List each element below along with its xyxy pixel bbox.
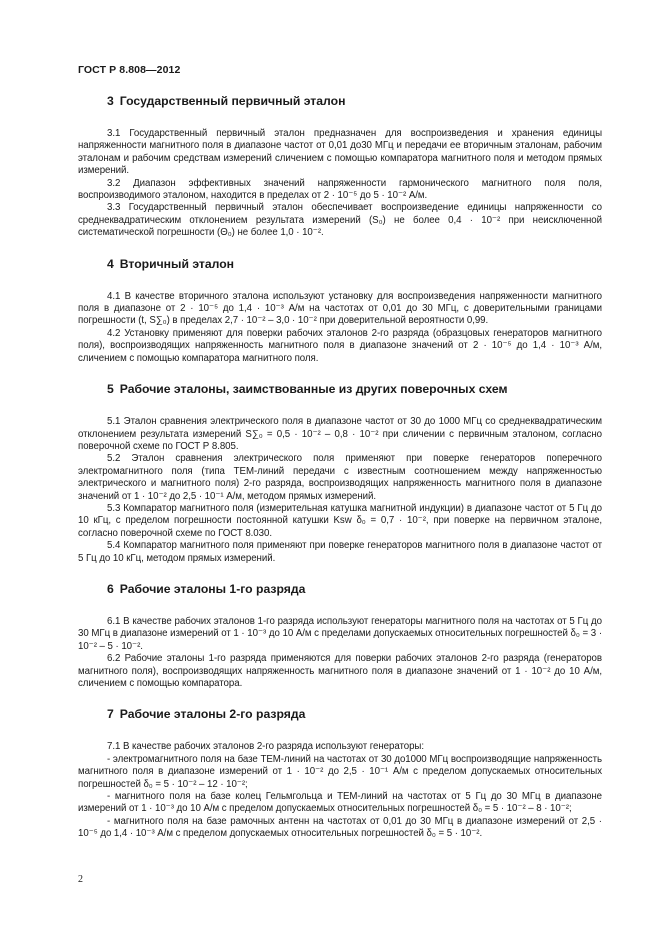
section-body [78, 616, 602, 690]
section-title: Рабочие эталоны, заимствованные из других поверочных схем [119, 382, 508, 397]
list-item: - электромагнитного поля на базе ТЕМ-линий на частотах от 30 до1000 МГц воспроизводящие напряженность магнитного поля в диапазоне измерений от 1 · 10⁻² до 2,5 · 10⁻¹ А/м с пределом допускаемых относительных погрешностей δ₀ = 5 · 10⁻² – 12 · 10⁻²; [78, 753, 602, 790]
paragraph: 5.4 Компаратор магнитного поля применяют при поверке генераторов магнитного поля в диапазоне частот от 5 Гц до 10 кГц, методом прямых измерений. [78, 540, 602, 564]
paragraph: 7.1 В качестве рабочих эталонов 2-го разряда используют генераторы: [107, 741, 424, 753]
list-item: - магнитного поля на базе рамочных антенн на частотах от 0,01 до 30 МГц в диапазоне измерений от 2,5 · 10⁻⁵ до 1,4 · 10⁻³ А/м с пределом допускаемых относительных погрешностей δ₀ = 5 · 10⁻². [78, 815, 602, 840]
paragraph: 3.2 Диапазон эффективных значений напряженности гармонического магнитного поля поля, воспроизводимого эталоном, находится в пределах от 2 · 10⁻⁵ до 5 · 10⁻² А/м. [78, 177, 602, 202]
section-body [78, 128, 602, 240]
list-item: - магнитного поля на базе колец Гельмгольца и ТЕМ-линий на частотах от 5 Гц до 30 МГц в диапазоне измерений от 1 · 10⁻³ до 10 А/м с пределом допускаемых относительных погрешностей δ₀ = 5 · 10⁻² – 8 · 10⁻²; [78, 791, 602, 815]
section-7 [78, 707, 602, 840]
section-body [78, 741, 602, 840]
paragraph: 5.2 Эталон сравнения электрического поля применяют при поверке генераторов поперечного электромагнитного поля (типа ТЕМ-линий передачи с известным соотношением между напряженностью электрического и магнитного поля) 2-го разряда, воспроизводящих напряженность магнитного поля в диапазоне значений от 1 · 10⁻² до 2,5 · 10⁻¹ А/м, методом прямых измерений. [78, 453, 602, 502]
section-title: Рабочие эталоны 2-го разряда [119, 707, 306, 722]
section-5 [78, 382, 602, 565]
section-title: Вторичный эталон [119, 256, 235, 271]
paragraph: 6.1 В качестве рабочих эталонов 1-го разряда используют генераторы магнитного поля на частотах от 5 Гц до 30 МГц в диапазоне измерений от 1 · 10⁻³ до 10 А/м с пределами допускаемых относительных погрешностей δ₀ = 3 · 10⁻² – 5 · 10⁻². [78, 615, 602, 652]
section-heading [78, 707, 602, 722]
section-3 [78, 94, 602, 240]
section-number: 4 [107, 256, 114, 271]
paragraph: 3.3 Государственный первичный эталон обеспечивает воспроизведение единицы напряженности со среднеквадратическим отклонением результата измерений (S₀) не более 0,4 · 10⁻² при неисключенной систематической погрешности (Θ₀) не более 1,0 · 10⁻². [78, 202, 602, 239]
paragraph: 5.3 Компаратор магнитного поля (измерительная катушка магнитной индукции) в диапазоне частот от 5 Гц до 10 кГц, с пределом погрешности постоянной катушки Ksw δ₀ = 0,7 · 10⁻², при поверке на первичном эталоне, согласно поверочной схеме по ГОСТ 8.030. [78, 502, 602, 539]
section-number: 5 [107, 382, 114, 397]
section-number: 6 [107, 581, 114, 596]
page-number: 2 [78, 874, 83, 885]
section-heading [78, 382, 602, 397]
paragraph: 5.1 Эталон сравнения электрического поля в диапазоне частот от 30 до 1000 МГц со среднеквадратическим отклонением результата измерений S∑₀ = 0,5 · 10⁻² – 0,8 · 10⁻² при сличении с первичным эталоном, согласно поверочной схеме по ГОСТ Р 8.805. [78, 416, 602, 452]
section-number: 7 [107, 707, 114, 722]
document-body [78, 80, 602, 841]
paragraph: 3.1 Государственный первичный эталон предназначен для воспроизведения и хранения единицы напряженности магнитного поля в диапазоне частот от 0,01 до30 МГц и передачи ее вторичным эталонам, рабочим эталонам и рабочим средствам измерений сличением с помощью компаратора магнитного поля и методом прямых измерений. [78, 128, 602, 177]
paragraph: 4.1 В качестве вторичного эталона используют установку для воспроизведения напряженности магнитного поля в диапазоне от 2 · 10⁻⁵ до 1,4 · 10⁻³ А/м на частотах от 0,01 до 30 МГц, с доверительными границами погрешности (t, S∑₀) в пределах 2,7 · 10⁻² – 3,0 · 10⁻² при доверительной вероятности 0,99. [78, 290, 602, 327]
section-heading [78, 582, 602, 597]
section-6 [78, 582, 602, 690]
paragraph: 6.2 Рабочие эталоны 1-го разряда применяются для поверки рабочих эталонов 2-го разряда (генераторов магнитного поля), воспроизводящих напряженность магнитного поля в диапазоне значений от 1 · 10⁻² до 10 А/м, сличением с помощью компаратора. [78, 653, 602, 689]
section-number: 3 [107, 94, 114, 108]
section-heading [78, 94, 602, 109]
section-4 [78, 257, 602, 365]
document-header: ГОСТ Р 8.808—2012 [78, 64, 181, 76]
section-body [78, 291, 602, 365]
paragraph: 4.2 Установку применяют для поверки рабочих эталонов 2-го разряда (образцовых генераторов магнитного поля), воспроизводящих напряженность магнитного поля в диапазоне значений от 2 · 10⁻⁵ до 1,4 · 10⁻³ А/м, сличением с помощью компаратора магнитного поля. [78, 327, 602, 364]
section-body [78, 416, 602, 565]
section-heading [78, 257, 602, 272]
section-title: Рабочие эталоны 1-го разряда [119, 581, 306, 596]
section-title: Государственный первичный эталон [119, 94, 346, 108]
